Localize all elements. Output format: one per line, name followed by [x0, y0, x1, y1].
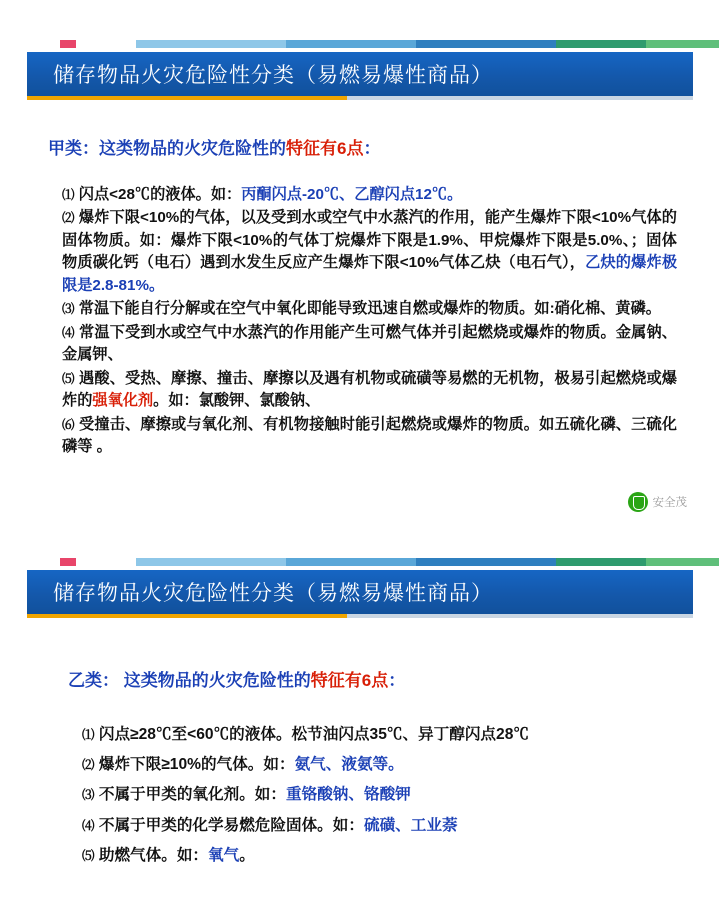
- item-number: ⑶: [62, 302, 75, 316]
- item-number: ⑵: [62, 211, 75, 225]
- item-text: 助燃气体。如：: [98, 847, 209, 865]
- banner-underline-2: [27, 614, 693, 618]
- item-text-highlight: 重铬酸钠、铬酸钾: [286, 786, 411, 804]
- item-number: ⑵: [82, 757, 95, 772]
- item-text: 闪点<28℃的液体。如：: [78, 185, 242, 203]
- item-text-highlight: 氨气、液氨等。: [294, 755, 404, 773]
- item-number: ⑴: [82, 727, 95, 742]
- heading-suffix-2: ：: [388, 671, 406, 690]
- banner-underline-1: [27, 96, 693, 100]
- slide-title-1: 储存物品火灾危险性分类（易燃易爆性商品）: [53, 64, 493, 87]
- item-number: ⑷: [62, 325, 75, 340]
- item-number: ⑶: [82, 788, 95, 803]
- watermark-label: 安全茂: [652, 497, 687, 509]
- item-text: 闪点≥28℃至<60℃的液体。松节油闪点35℃、异丁醇闪点28℃: [98, 725, 529, 743]
- item-text-highlight: 硫磺、工业萘: [363, 816, 458, 834]
- item-text-tail: 。如：氯酸钾、氯酸钠、: [153, 392, 321, 409]
- list-item: [62, 184, 677, 207]
- item-text: 遇酸、受热、摩擦、撞击、摩擦以及遇有机物或硫磺等易燃的无机物，极易引起燃烧或爆炸的: [62, 369, 677, 409]
- item-text: 爆炸下限≥10%的气体。如：: [98, 755, 295, 773]
- accent-strip-1: [0, 40, 719, 48]
- heading-prefix-1: 甲类：这类物品的火灾危险性的: [48, 139, 286, 158]
- item-text-tail: 。: [239, 847, 255, 865]
- item-text-highlight: 丙酮闪点-20℃、乙醇闪点12℃。: [241, 185, 463, 203]
- item-number: ⑷: [82, 818, 95, 833]
- shield-icon: [628, 492, 648, 512]
- list-item: [62, 207, 677, 297]
- list-item: [62, 368, 677, 413]
- heading-suffix-1: ：: [363, 139, 381, 158]
- slide-title-2: 储存物品火灾危险性分类（易燃易爆性商品）: [53, 582, 493, 605]
- item-text: 常温下能自行分解或在空气中氧化即能导致迅速自燃或爆炸的物质。如:硝化棉、黄磷。: [78, 300, 661, 317]
- list-item: [82, 811, 683, 841]
- item-number: ⑸: [62, 371, 75, 386]
- heading-prefix-2: 乙类： 这类物品的火灾危险性的: [68, 671, 311, 690]
- slide-1-item-list: [48, 184, 683, 459]
- item-text: 受撞击、摩擦或与氧化剂、有机物接触时能引起燃烧或爆炸的物质。如五硫化磷、三硫化磷等 。: [62, 415, 677, 455]
- item-text: 爆炸下限<10%的气体，以及受到水或空气中水蒸汽的作用，能产生爆炸下限<10%气体的固体物质。如：爆炸下限<10%的气体丁烷爆炸下限是1.9%、甲烷爆炸下限是5.0%、；固体物质碳化钙（电石）遇到水发生反应产生爆炸下限<10%气体乙炔（电石气），: [62, 209, 677, 271]
- item-text: 不属于甲类的化学易燃危险固体。如：: [98, 816, 364, 834]
- accent-strip-2: [0, 558, 719, 566]
- watermark-logo: [628, 492, 688, 512]
- list-item: [62, 322, 677, 367]
- list-item: [82, 750, 683, 780]
- slide-title-banner-1: [27, 52, 693, 96]
- list-item: [82, 720, 683, 750]
- slide-body-2: [0, 668, 719, 872]
- slide-body-1: [0, 136, 719, 460]
- list-item: [82, 841, 683, 871]
- list-item: [62, 298, 677, 321]
- item-text: 常温下受到水或空气中水蒸汽的作用能产生可燃气体并引起燃烧或爆炸的物质。金属钠、金属钾、: [62, 323, 677, 363]
- heading-highlight-2: 特征有6点: [310, 671, 389, 690]
- slide-2: [0, 540, 719, 904]
- slide-title-banner-2: [27, 570, 693, 614]
- slide-heading-2: [68, 668, 683, 694]
- item-text: 不属于甲类的氧化剂。如：: [98, 786, 286, 804]
- item-number: ⑸: [82, 849, 95, 864]
- item-text-highlight: 强氧化剂: [92, 392, 154, 409]
- item-text-highlight: 乙炔的爆炸极限是2.8-81%。: [62, 254, 678, 294]
- slide-heading-1: [48, 136, 683, 162]
- item-number: ⑹: [62, 417, 75, 432]
- item-number: ⑴: [62, 187, 75, 202]
- heading-highlight-1: 特征有6点: [286, 139, 364, 158]
- list-item: [62, 414, 677, 459]
- slide-2-item-list: [68, 720, 683, 872]
- list-item: [82, 780, 683, 810]
- item-text-highlight: 氧气: [208, 847, 240, 865]
